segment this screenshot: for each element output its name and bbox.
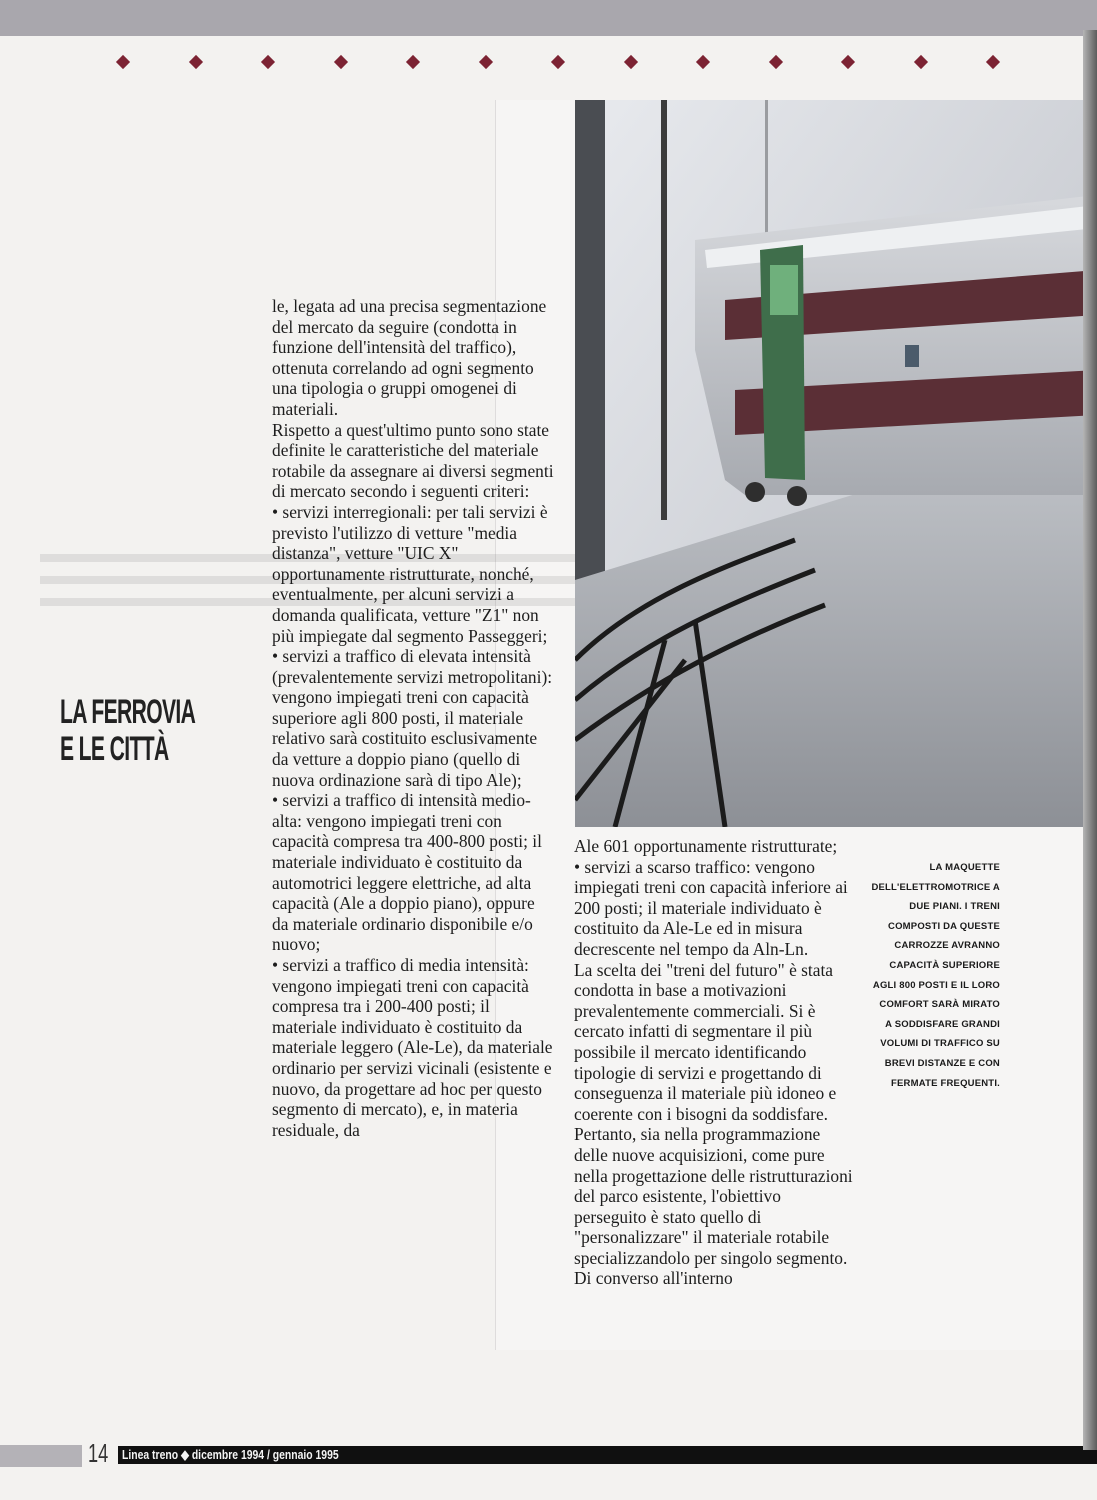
paragraph: • servizi interregionali: per tali servizi è previsto l'utilizzo di vetture "media distanza", vetture "UIC X" opportunamente ristrutturate, nonché, eventualmente, per alcuni servizi a domanda qualificata, vetture "Z1" non più impiegate dal segmento Passeggeri; [272,501,548,646]
page-edge-shadow [1083,30,1097,1450]
paragraph: Ale 601 opportunamente ristrutturate; [574,836,838,856]
footer-bar [118,1446,1097,1464]
paragraph: • servizi a traffico di elevata intensità (prevalentemente servizi metropolitani): vengono impiegati treni con capacità superiore agli 800 posti, il materiale relativo sarà costituito esclusivamente da vetture a doppio piano (quello di nuova ordinazione sarà di tipo Ale); [272,646,553,790]
diamond-ornament [333,55,347,69]
diamond-ornament [768,55,782,69]
diamond-ornament [478,55,492,69]
paragraph: • servizi a scarso traffico: vengono impiegati treni con capacità inferiore ai 200 posti; il materiale individuato è costituito da Ale-Le ed in misura decrescente nel tempo da Aln-Ln. [574,856,848,959]
diamond-ornament [841,55,855,69]
diamond-ornament [551,55,565,69]
page-number: 14 [88,1438,109,1468]
diamond-ornament [986,55,1000,69]
diamond-ornament [696,55,710,69]
paragraph: • servizi a traffico di intensità medio-alta: vengono impiegati treni con capacità compresa tra 400-800 posti; il materiale individuato è costituito da automotrici leggere elettriche, ad alta capacità (Ale a doppio piano), oppure da materiale ordinario disponibile e/o nuovo; [272,790,542,955]
body-column-left [272,296,555,1140]
diamond-ornament-row [118,54,998,70]
diamond-ornament [188,55,202,69]
body-column-right [574,836,857,1289]
section-heading [60,693,196,769]
photo-caption: LA MAQUETTE DELL'ELETTROMOTRICE A DUE PIANI. I TRENI COMPOSTI DA QUESTE CARROZZE AVRANNO CAPACITÀ SUPERIORE AGLI 800 POSTI E IL LORO COMFORT SARÀ MIRATO A SODDISFARE GRANDI VOLUMI DI TRAFFICO SU BREVI DISTANZE E CON FERMATE FREQUENTI. [871,862,1000,1089]
diamond-ornament [261,55,275,69]
train-model-photo [575,100,1097,827]
diamond-ornament [406,55,420,69]
paragraph: • servizi a traffico di media intensità: vengono impiegati treni con capacità compresa tra i 200-400 posti; il materiale individuato è costituito da materiale leggero (Ale-Le), da materiale ordinario per servizi vicinali (esistente e nuovo, da progettare ad hoc per questo segmento di mercato), e, in materia residuale, da [272,955,553,1140]
publication-info: Linea treno ◆ dicembre 1994 / gennaio 1995 [122,1447,339,1462]
section-heading-line1: LA FERROVIA [60,693,196,732]
paragraph: Rispetto a quest'ultimo punto sono state definite le caratteristiche del materiale rotabile da assegnare ai diversi segmenti di mercato secondo i seguenti criteri: [272,419,554,502]
paragraph: le, legata ad una precisa segmentazione del mercato da seguire (condotta in funzione dell'intensità del traffico), ottenuta correlando ad ogni segmento una tipologia o gruppi omogenei di materiali. [272,296,547,419]
paragraph: La scelta dei "treni del futuro" è stata condotta in base a motivazioni prevalentemente commerciali. Si è cercato infatti di segmentare il più possibile il mercato identificando tipologie di servizi e progettando di conseguenza il materiale più idoneo e coerente con i bisogni da soddisfare. Pertanto, sia nella programmazione delle nuove acquisizioni, come pure nella progettazione delle ristrutturazioni del parco esistente, l'obiettivo perseguito è stato quello di "personalizzare" il materiale rotabile specializzandolo per singolo segmento. Di converso all'interno [574,959,853,1289]
diamond-ornament [623,55,637,69]
section-heading-line2: E LE CITTÀ [60,730,169,769]
diamond-ornament [913,55,927,69]
diamond-ornament [116,55,130,69]
top-band [0,0,1097,36]
bottom-left-band [0,1445,82,1467]
